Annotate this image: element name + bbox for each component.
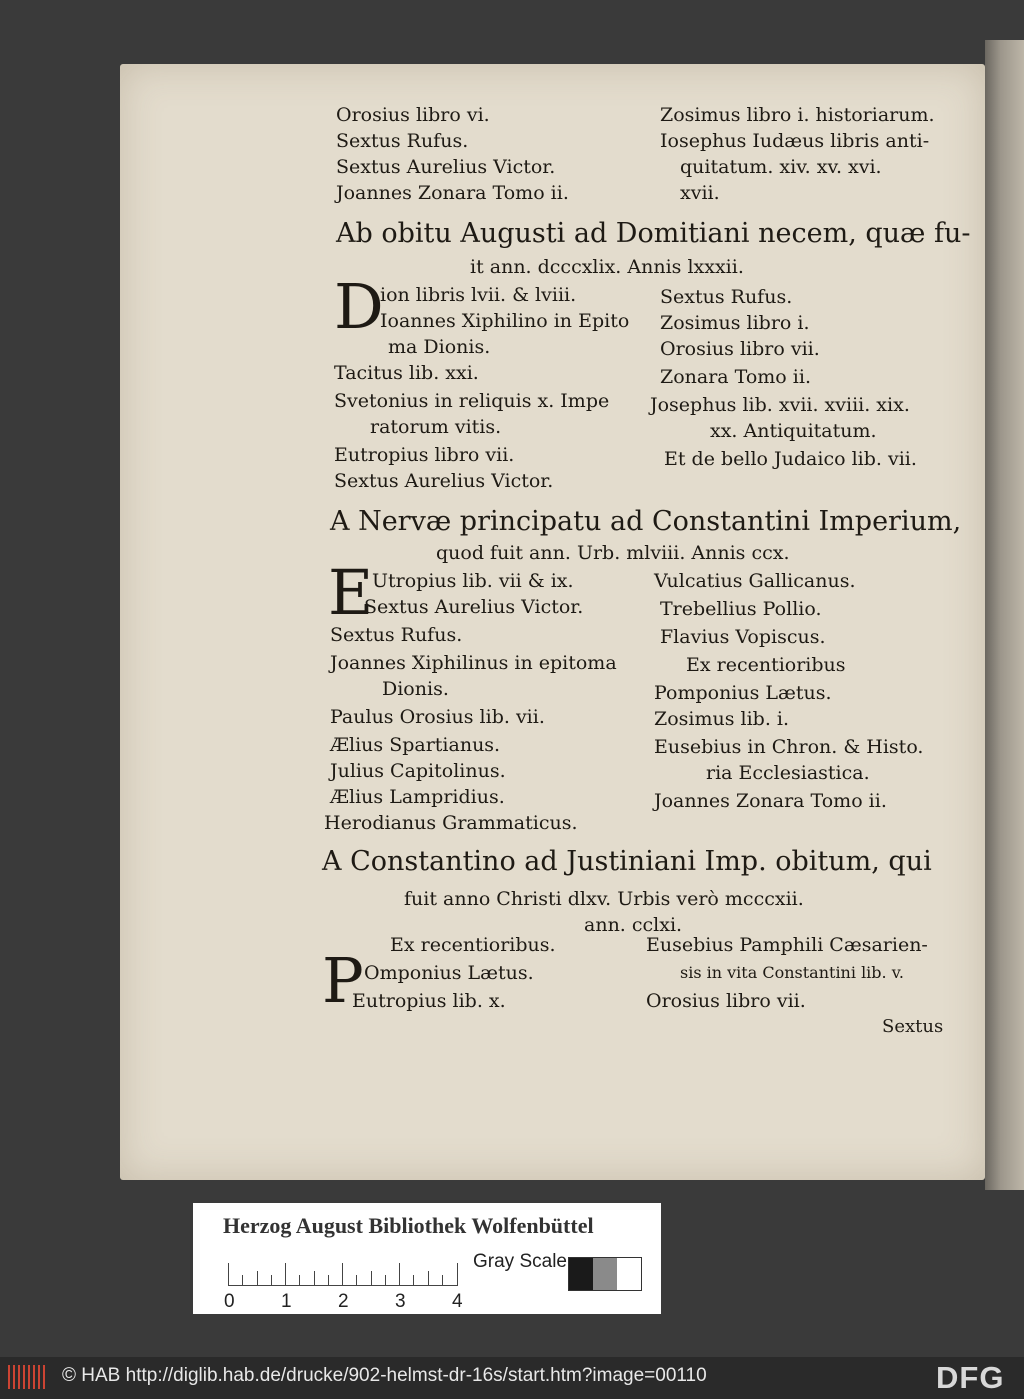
section-heading: Ab obitu Augusti ad Domitiani necem, quæ fu- bbox=[336, 218, 971, 249]
text-line: Ioannes Xiphilino in Epito bbox=[380, 310, 630, 332]
barcode-icon bbox=[8, 1365, 46, 1389]
text-line: Ælius Lampridius. bbox=[330, 786, 505, 808]
section-subheading: quod fuit ann. Urb. mlviii. Annis ccx. bbox=[436, 542, 790, 564]
text-line: Joannes Zonara Tomo ii. bbox=[336, 182, 569, 204]
section-subheading: fuit anno Christi dlxv. Urbis verò mcccxii. bbox=[404, 888, 804, 910]
text-line: Ælius Spartianus. bbox=[330, 734, 501, 756]
text-line: Orosius libro vii. bbox=[646, 990, 806, 1012]
text-line: Zonara Tomo ii. bbox=[660, 366, 811, 388]
dfg-logo: DFG bbox=[936, 1360, 1005, 1395]
text-line: ria Ecclesiastica. bbox=[706, 762, 870, 784]
text-line: Tacitus lib. xxi. bbox=[334, 362, 479, 384]
footer-bar bbox=[0, 1357, 1024, 1399]
ruler-number: 1 bbox=[281, 1291, 292, 1312]
text-line: ratorum vitis. bbox=[370, 416, 502, 438]
section-heading: A Nervæ principatu ad Constantini Imperium, bbox=[330, 506, 962, 537]
text-line: Iosephus Iudæus libris anti- bbox=[660, 130, 930, 152]
initial-capital: D bbox=[334, 270, 384, 343]
swatch-light bbox=[617, 1258, 641, 1290]
section-subheading: it ann. dcccxlix. Annis lxxxii. bbox=[470, 256, 744, 278]
text-line: Pomponius Lætus. bbox=[654, 682, 832, 704]
text-line: Joannes Xiphilinus in epitoma bbox=[330, 652, 617, 674]
text-line: Eusebius in Chron. & Histo. bbox=[654, 736, 924, 758]
book-page bbox=[120, 64, 985, 1180]
section-subheading: ann. cclxi. bbox=[584, 914, 683, 936]
text-line: Sextus Rufus. bbox=[330, 624, 463, 646]
text-line: Herodianus Grammaticus. bbox=[324, 812, 578, 834]
ruler-number: 0 bbox=[224, 1291, 235, 1312]
text-line: Utropius lib. vii & ix. bbox=[372, 570, 574, 592]
section-heading: A Constantino ad Justiniani Imp. obitum, qui bbox=[322, 846, 932, 877]
ruler-number: 3 bbox=[395, 1291, 406, 1312]
text-line: Paulus Orosius lib. vii. bbox=[330, 706, 545, 728]
initial-capital: P bbox=[322, 944, 364, 1017]
text-line: Ex recentioribus. bbox=[390, 934, 556, 956]
scale-ruler bbox=[228, 1257, 458, 1287]
text-line: Zosimus libro i. bbox=[660, 312, 810, 334]
text-line: Sextus Rufus. bbox=[660, 286, 793, 308]
text-line: xx. Antiquitatum. bbox=[710, 420, 877, 442]
adjacent-page-edge bbox=[985, 40, 1024, 1190]
text-line: Et de bello Judaico lib. vii. bbox=[664, 448, 917, 470]
text-line: ion libris lvii. & lviii. bbox=[380, 284, 577, 306]
text-line: Sextus Aurelius Victor. bbox=[334, 470, 554, 492]
text-line: Eutropius libro vii. bbox=[334, 444, 515, 466]
text-line: Eutropius lib. x. bbox=[352, 990, 506, 1012]
text-line: quitatum. xiv. xv. xvi. bbox=[680, 156, 882, 178]
gray-scale-label: Gray Scale bbox=[473, 1251, 567, 1272]
swatch-dark bbox=[569, 1258, 593, 1290]
initial-capital: E bbox=[328, 556, 374, 629]
text-line: Orosius libro vii. bbox=[660, 338, 820, 360]
text-line: Orosius libro vi. bbox=[336, 104, 490, 126]
gray-scale-swatches bbox=[568, 1257, 642, 1291]
text-line: Sextus Aurelius Victor. bbox=[364, 596, 584, 618]
text-line: Ex recentioribus bbox=[686, 654, 846, 676]
text-line: Eusebius Pamphili Cæsarien- bbox=[646, 934, 928, 956]
text-line: Josephus lib. xvii. xviii. xix. bbox=[650, 394, 910, 416]
text-line: Flavius Vopiscus. bbox=[660, 626, 826, 648]
text-line: Julius Capitolinus. bbox=[330, 760, 506, 782]
text-line: Dionis. bbox=[382, 678, 449, 700]
copyright-link[interactable]: © HAB http://diglib.hab.de/drucke/902-helmst-dr-16s/start.htm?image=00110 bbox=[62, 1365, 707, 1386]
text-line: Joannes Zonara Tomo ii. bbox=[654, 790, 887, 812]
swatch-mid bbox=[593, 1258, 617, 1290]
catchword: Sextus bbox=[882, 1016, 944, 1037]
text-line: sis in vita Constantini lib. v. bbox=[680, 963, 904, 982]
text-line: Zosimus libro i. historiarum. bbox=[660, 104, 935, 126]
text-line: Zosimus lib. i. bbox=[654, 708, 790, 730]
text-line: Omponius Lætus. bbox=[364, 962, 534, 984]
text-line: Trebellius Pollio. bbox=[660, 598, 822, 620]
text-line: Sextus Aurelius Victor. bbox=[336, 156, 556, 178]
text-line: Vulcatius Gallicanus. bbox=[654, 570, 856, 592]
ruler-number: 4 bbox=[452, 1291, 463, 1312]
text-line: xvii. bbox=[680, 182, 720, 204]
library-name: Herzog August Bibliothek Wolfenbüttel bbox=[223, 1213, 594, 1238]
color-reference-card bbox=[193, 1203, 661, 1314]
text-line: Svetonius in reliquis x. Impe bbox=[334, 390, 610, 412]
text-line: Sextus Rufus. bbox=[336, 130, 469, 152]
ruler-number: 2 bbox=[338, 1291, 349, 1312]
text-line: ma Dionis. bbox=[388, 336, 491, 358]
